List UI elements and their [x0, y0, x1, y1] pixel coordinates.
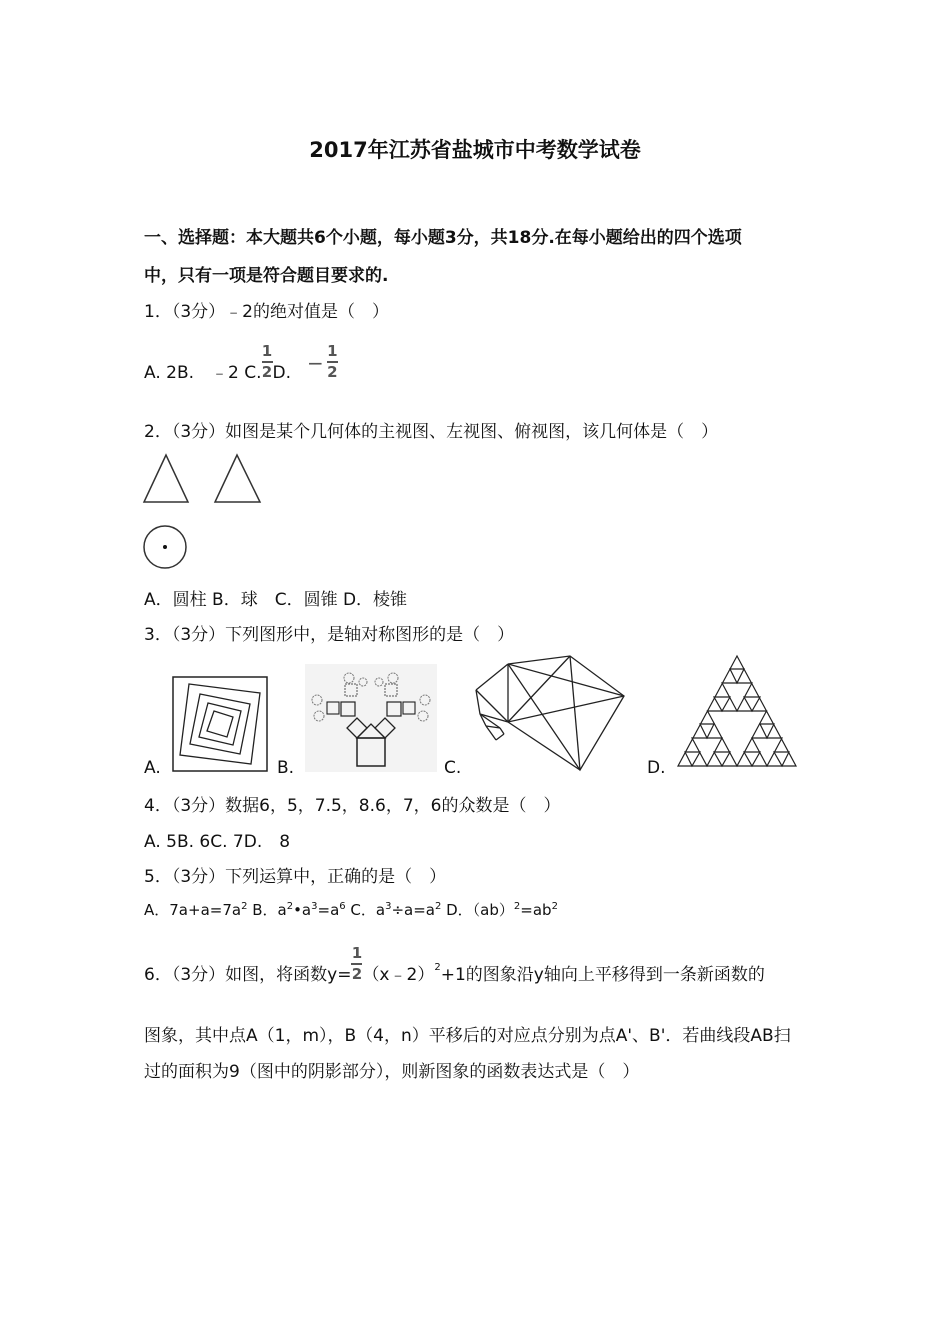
section-heading-line1: 一、选择题：本大题共6个小题，每小题3分，共18分.在每小题给出的四个选项	[144, 228, 742, 248]
q1-c-denominator: 2	[261, 362, 273, 381]
front-view-triangle	[144, 455, 188, 502]
q5-option-c: C．a	[345, 901, 386, 919]
superscript: 2	[241, 901, 248, 912]
q5-option-a: A．7a+a=7a	[144, 901, 242, 919]
superscript: 2	[551, 901, 558, 912]
q3-label-d: D.	[647, 758, 666, 778]
q6-prefix: 6．（3分）如图，将函数y=	[144, 964, 352, 985]
q5-option-d-end: =ab	[520, 901, 552, 919]
q2-stem: 2．（3分）如图是某个几何体的主视图、左视图、俯视图，该几何体是（ ）	[144, 422, 719, 442]
q1-d-denominator: 2	[327, 362, 338, 381]
superscript: 2	[434, 961, 441, 973]
q1-option-d-sign: −	[307, 350, 324, 375]
superscript: 2	[434, 901, 442, 912]
q6-after-fraction: （x﹣2）	[362, 964, 435, 985]
q2-three-views-figure	[140, 452, 270, 572]
q1-option-d-label: D.	[272, 362, 292, 383]
top-view-center-dot	[163, 545, 167, 549]
q5-option-b-mid: •a	[293, 901, 312, 919]
q1-option-c-fraction	[262, 343, 273, 381]
q3-figure-d-sierpinski-triangle	[676, 654, 798, 770]
q3-figure-a-nested-squares	[172, 676, 268, 772]
q4-stem: 4．（3分）数据6，5，7.5，8.6，7，6的众数是（ ）	[144, 796, 561, 816]
q5-option-b: B．a	[247, 901, 287, 919]
q3-figure-c-triangle-spiral	[470, 654, 626, 772]
q5-option-b-end: =a	[317, 901, 340, 919]
q1-options-abc: A. 2B. ﹣2 C.	[144, 362, 262, 383]
q1-d-numerator: 1	[327, 342, 338, 360]
q1-options	[144, 343, 338, 385]
q6-denominator: 2	[351, 964, 363, 983]
section-heading-line2: 中，只有一项是符合题目要求的.	[144, 266, 389, 286]
superscript: 3	[311, 901, 318, 912]
superscript: 2	[286, 901, 294, 912]
q1-c-numerator: 1	[261, 342, 273, 360]
page-title: 2017年江苏省盐城市中考数学试卷	[309, 138, 641, 162]
q6-fraction	[351, 945, 362, 983]
superscript: 3	[385, 901, 392, 912]
superscript: 2	[513, 901, 521, 912]
side-view-triangle	[215, 455, 260, 502]
q1-stem: 1．（3分）﹣2的绝对值是（ ）	[144, 302, 389, 322]
q3-figure-b-pythagoras-tree	[305, 664, 437, 772]
q3-label-a: A.	[144, 758, 161, 778]
q5-stem: 5．（3分）下列运算中，正确的是（ ）	[144, 867, 447, 887]
q3-label-c: C.	[444, 758, 462, 778]
q6-line3: 过的面积为9（图中的阴影部分），则新图象的函数表达式是（ ）	[144, 1062, 640, 1082]
q4-options: A. 5B. 6C. 7D. 8	[144, 832, 291, 852]
q5-option-c-mid: ÷a=a	[391, 901, 435, 919]
q6-line2: 图象，其中点A（1，m），B（4，n）平移后的对应点分别为点A'、B'．若曲线段AB扫	[144, 1026, 791, 1046]
q1-option-d-fraction	[327, 343, 338, 381]
q5-option-d: D．（ab）	[441, 901, 514, 919]
q6-line1	[144, 945, 765, 987]
q2-options: A．圆柱 B．球 C．圆锥 D．棱锥	[144, 590, 408, 610]
q3-stem: 3．（3分）下列图形中，是轴对称图形的是（ ）	[144, 625, 515, 645]
q6-rest: +1的图象沿y轴向上平移得到一条新函数的	[440, 964, 765, 985]
q3-label-b: B.	[277, 758, 295, 778]
superscript: 6	[339, 901, 346, 912]
q6-numerator: 1	[351, 944, 363, 962]
q5-options	[144, 899, 558, 920]
